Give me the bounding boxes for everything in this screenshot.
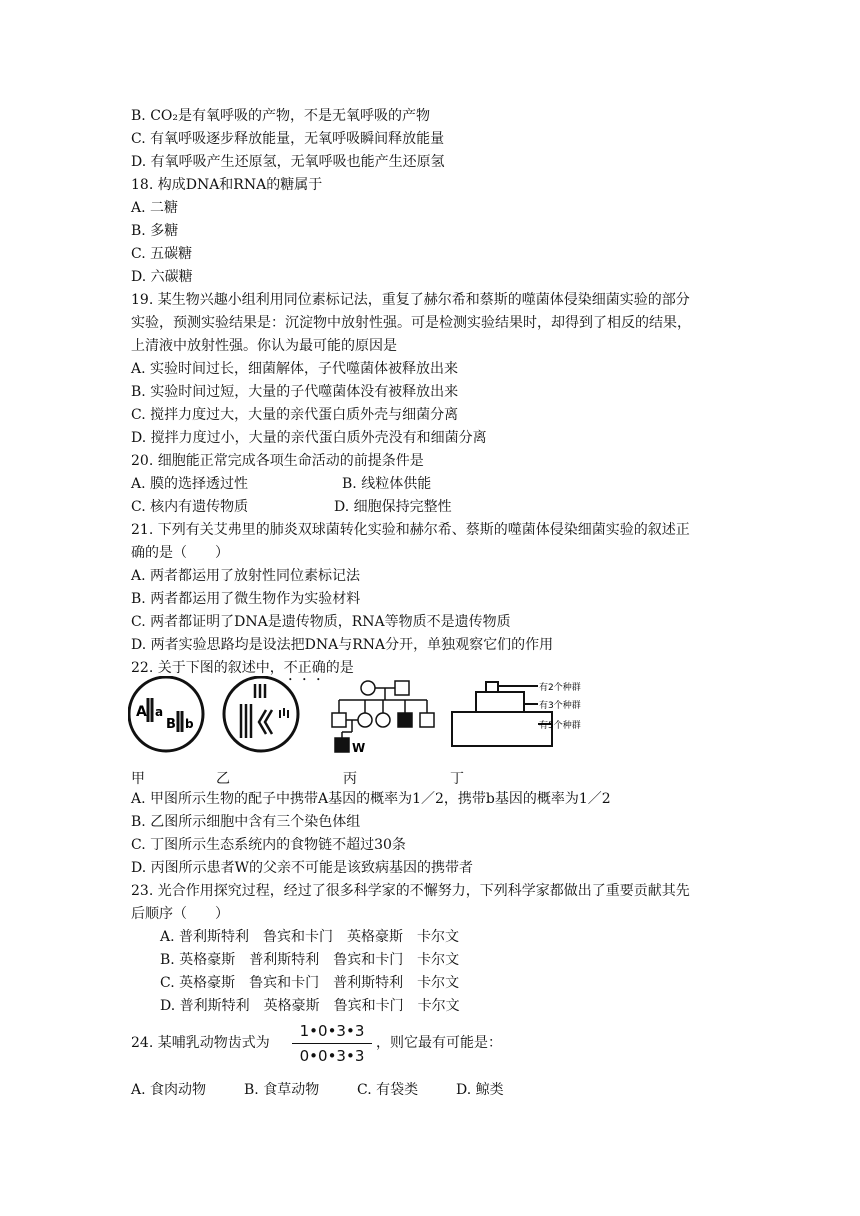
- q23-stem-line2: 后顺序（ ）: [131, 906, 229, 922]
- q19-stem-line1: 19. 某生物兴趣小组利用同位素标记法，重复了赫尔希和蔡斯的噬菌体侵染细菌实验的部分: [131, 292, 690, 308]
- figure-label-yi: 乙: [216, 771, 230, 787]
- q18-option-b: B. 多糖: [131, 223, 179, 239]
- q17-option-b: B. CO₂是有氧呼吸的产物，不是无氧呼吸的产物: [131, 108, 430, 124]
- allele-a-label: a: [155, 705, 164, 719]
- fraction-bar: [292, 1043, 372, 1044]
- q20-option-c: C. 核内有遗传物质: [131, 499, 249, 515]
- q21-option-b: B. 两者都运用了微生物作为实验材料: [131, 591, 361, 607]
- q22-stem-emphasis: 不正确: [283, 660, 326, 676]
- q21-option-a: A. 两者都运用了放射性同位素标记法: [131, 568, 361, 584]
- q22-option-a: A. 甲图所示生物的配子中携带A基因的概率为1／2，携带b基因的概率为1／2: [131, 791, 611, 807]
- q24-option-d: D. 鲸类: [456, 1082, 504, 1098]
- ding-label-3: 有3个种群: [539, 701, 581, 711]
- q22-stem-pre: 22. 关于下图的叙述中，: [131, 660, 284, 676]
- q23-option-c: C. 英格豪斯 鲁宾和卡门 普利斯特利 卡尔文: [160, 975, 460, 991]
- q23-option-b: B. 英格豪斯 普利斯特利 鲁宾和卡门 卡尔文: [160, 952, 460, 968]
- q24-option-a: A. 食肉动物: [131, 1082, 207, 1098]
- q17-option-d: D. 有氧呼吸产生还原氢，无氧呼吸也能产生还原氢: [131, 154, 445, 170]
- q21-stem-line2: 确的是（ ）: [131, 545, 229, 561]
- figure-ding-ecosystem: [452, 682, 552, 746]
- q19-option-d: D. 搅拌力度过小，大量的亲代蛋白质外壳没有和细菌分离: [131, 430, 487, 446]
- q24-stem-pre: 24. 某哺乳动物齿式为: [131, 1035, 270, 1051]
- q19-option-c: C. 搅拌力度过大，大量的亲代蛋白质外壳与细菌分离: [131, 407, 459, 423]
- q22-option-b: B. 乙图所示细胞中含有三个染色体组: [131, 814, 361, 830]
- allele-B-label: B: [166, 717, 176, 732]
- q18-option-a: A. 二糖: [131, 200, 179, 216]
- q19-option-b: B. 实验时间过短，大量的子代噬菌体没有被释放出来: [131, 384, 459, 400]
- patient-W-label: W: [352, 741, 366, 755]
- q18-option-d: D. 六碳糖: [131, 269, 193, 285]
- q19-stem-line3: 上清液中放射性强。你认为最可能的原因是: [131, 338, 397, 354]
- allele-b-label: b: [185, 717, 194, 731]
- q19-stem-line2: 实验，预测实验结果是：沉淀物中放射性强。可是检测实验结果时，却得到了相反的结果，: [131, 315, 691, 331]
- figure-bing-pedigree: [332, 681, 434, 752]
- q18-option-c: C. 五碳糖: [131, 246, 193, 262]
- q21-option-d: D. 两者实验思路均是设法把DNA与RNA分开，单独观察它们的作用: [131, 637, 554, 653]
- q23-stem-line1: 23. 光合作用探究过程，经过了很多科学家的不懈努力，下列科学家都做出了重要贡献其先: [131, 883, 690, 899]
- q19-option-a: A. 实验时间过长，细菌解体，子代噬菌体被释放出来: [131, 361, 459, 377]
- allele-A-label: A: [136, 704, 147, 720]
- q20-option-b: B. 线粒体供能: [342, 476, 432, 492]
- figure-label-ding: 丁: [450, 771, 464, 787]
- q22-stem-post: 的是: [325, 660, 354, 676]
- ding-label-5: 有5个种群: [539, 721, 581, 731]
- q24-stem-post: ，则它最有可能是：: [376, 1035, 502, 1051]
- q22-option-c: C. 丁图所示生态系统内的食物链不超过30条: [131, 837, 406, 853]
- figure-label-bing: 丙: [343, 771, 357, 787]
- q20-option-d: D. 细胞保持完整性: [334, 499, 452, 515]
- dental-formula: [292, 1022, 372, 1065]
- q18-stem: 18. 构成DNA和RNA的糖属于: [131, 177, 323, 193]
- q22-figures: [128, 676, 728, 766]
- ding-label-2: 有2个种群: [539, 683, 581, 693]
- figure-jia-cell: [129, 677, 203, 751]
- dental-formula-upper: 1•0•3•3: [299, 1022, 365, 1040]
- q17-option-c: C. 有氧呼吸逐步释放能量，无氧呼吸瞬间释放能量: [131, 131, 445, 147]
- q24-option-c: C. 有袋类: [357, 1082, 419, 1098]
- q21-stem-line1: 21. 下列有关艾弗里的肺炎双球菌转化实验和赫尔希、蔡斯的噬菌体侵染细菌实验的叙述正: [131, 522, 690, 538]
- q20-option-a: A. 膜的选择透过性: [131, 476, 249, 492]
- q23-option-d: D. 普利斯特利 英格豪斯 鲁宾和卡门 卡尔文: [160, 998, 460, 1014]
- figure-yi-cell: [224, 677, 298, 751]
- q23-option-a: A. 普利斯特利 鲁宾和卡门 英格豪斯 卡尔文: [160, 929, 460, 945]
- q20-stem: 20. 细胞能正常完成各项生命活动的前提条件是: [131, 453, 424, 469]
- q24-option-b: B. 食草动物: [244, 1082, 320, 1098]
- dental-formula-lower: 0•0•3•3: [299, 1047, 365, 1065]
- q22-option-d: D. 丙图所示患者W的父亲不可能是该致病基因的携带者: [131, 860, 474, 876]
- q21-option-c: C. 两者都证明了DNA是遗传物质，RNA等物质不是遗传物质: [131, 614, 511, 630]
- figure-label-jia: 甲: [131, 771, 145, 787]
